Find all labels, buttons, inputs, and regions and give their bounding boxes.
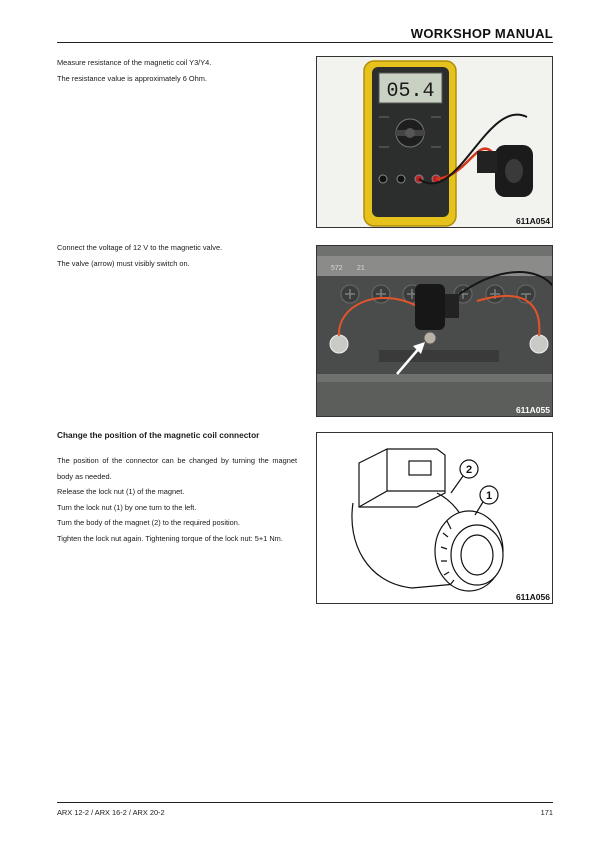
- footer-divider: [57, 802, 553, 803]
- connector-instructions: [57, 453, 297, 546]
- instruction-line: The position of the connector can be changed by turning the magnet body as needed.: [57, 456, 297, 481]
- coil-drawing-illustration: [317, 433, 553, 604]
- voltage-instructions: [57, 240, 297, 271]
- figure-code: 611A056: [515, 592, 550, 602]
- page-header-title: WORKSHOP MANUAL: [410, 26, 553, 41]
- instruction-line: The resistance value is approximately 6 Ohm.: [57, 73, 207, 83]
- callout-1: 1: [485, 490, 493, 502]
- multimeter-reading: 05.4: [386, 80, 435, 103]
- instruction-line: Tighten the lock nut again. Tightening torque of the lock nut: 5+1 Nm.: [57, 533, 283, 543]
- section-title: Change the position of the magnetic coil connector: [57, 430, 260, 440]
- figure-code: 611A055: [515, 405, 550, 415]
- instruction-line: Turn the lock nut (1) by one turn to the left.: [57, 502, 197, 512]
- page-number: 171: [540, 808, 553, 817]
- battery-valve-illustration: [317, 246, 553, 417]
- figure-battery-valve: [316, 245, 553, 417]
- instruction-line: Connect the voltage of 12 V to the magnetic valve.: [57, 243, 223, 252]
- battery-label: 21: [357, 265, 365, 272]
- header-divider: [57, 42, 553, 43]
- footer-models: ARX 12-2 / ARX 16-2 / ARX 20-2: [57, 808, 165, 817]
- figure-multimeter: [316, 56, 553, 228]
- multimeter-illustration: [317, 57, 553, 228]
- instruction-line: Measure resistance of the magnetic coil Y3/Y4.: [57, 58, 212, 67]
- figure-coil-drawing: [316, 432, 553, 604]
- battery-label: 572: [331, 265, 343, 272]
- instruction-line: Release the lock nut (1) of the magnet.: [57, 487, 185, 496]
- instruction-line: Turn the body of the magnet (2) to the required position.: [57, 518, 240, 527]
- measure-instructions: [57, 55, 297, 86]
- instruction-line: The valve (arrow) must visibly switch on.: [57, 258, 190, 268]
- callout-2: 2: [465, 464, 473, 476]
- figure-code: 611A054: [515, 216, 550, 226]
